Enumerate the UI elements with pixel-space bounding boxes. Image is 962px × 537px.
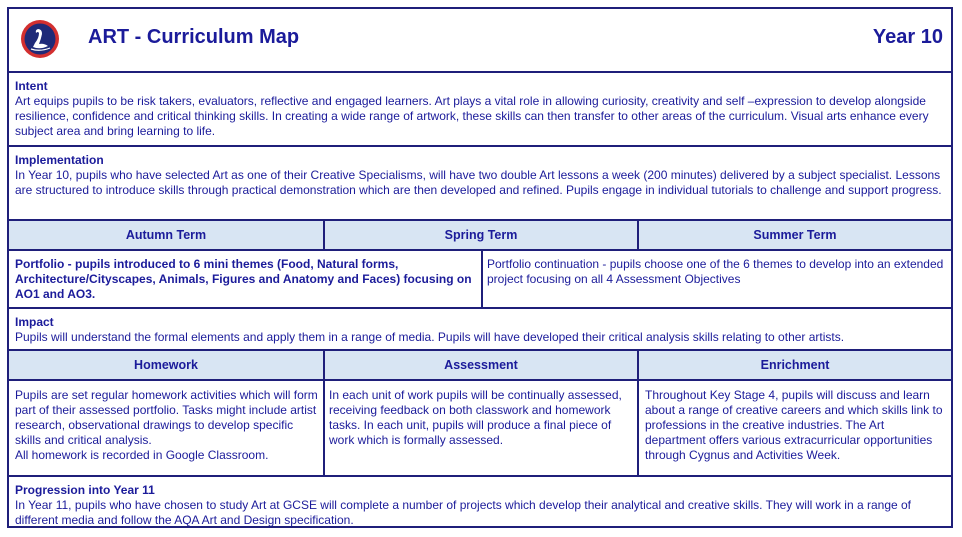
terms-header-band bbox=[9, 221, 951, 249]
impact-heading: Impact bbox=[15, 315, 54, 329]
impact-text: Pupils will understand the formal elements and apply them in a range of media. Pupils will have developed their critical analysis skills relating to other artists. bbox=[15, 330, 845, 344]
homework-text-2: All homework is recorded in Google Classroom. bbox=[15, 448, 269, 462]
homework-header: Homework bbox=[134, 358, 198, 372]
year-label: Year 10 bbox=[872, 26, 943, 48]
progression-text: In Year 11, pupils who have chosen to study Art at GCSE will complete a number of projects which develop their analytical and creative skills. They will work in a range of different media and follow the AQA Art and Design specification. bbox=[15, 498, 912, 527]
progression-section bbox=[9, 477, 951, 527]
curriculum-map bbox=[7, 7, 953, 528]
summer-term-header: Summer Term bbox=[753, 228, 837, 242]
autumn-term-content: Portfolio - pupils introduced to 6 mini themes (Food, Natural forms, Architecture/Cityscapes, Animals, Figures and Anatomy and Faces) focusing on AO1 and AO3. bbox=[15, 257, 472, 301]
enrichment-content: Throughout Key Stage 4, pupils will discuss and learn about a range of creative careers and which skills link to professions in the creative industries. The Art department offers various extracurricular opportunities through Cygnus and Activities Week. bbox=[645, 388, 943, 462]
implementation-section bbox=[9, 147, 951, 219]
implementation-text: In Year 10, pupils who have selected Art as one of their Creative Specialisms, will have two double Art lessons a week (200 minutes) delivered by a subject specialist. Lessons are structured to introduce skills through practical demonstration which are then developed and refined. Pupils engage in individual tutorials to challenge and support progress. bbox=[15, 168, 942, 197]
assessment-content: In each unit of work pupils will be continually assessed, receiving feedback on both classwork and homework tasks. In each unit, pupils will produce a final piece of work which is formally assessed. bbox=[329, 388, 622, 447]
intent-heading: Intent bbox=[15, 79, 48, 93]
extras-header-band bbox=[9, 351, 951, 379]
page-title: ART - Curriculum Map bbox=[88, 26, 300, 48]
impact-section bbox=[9, 309, 951, 349]
divider bbox=[323, 351, 325, 477]
implementation-heading: Implementation bbox=[15, 153, 104, 167]
divider bbox=[637, 351, 639, 477]
homework-content bbox=[15, 388, 319, 463]
assessment-header: Assessment bbox=[444, 358, 518, 372]
enrichment-header: Enrichment bbox=[760, 358, 830, 372]
divider bbox=[9, 249, 951, 251]
divider bbox=[323, 221, 325, 249]
progression-heading: Progression into Year 11 bbox=[15, 483, 155, 497]
spring-summer-term-content: Portfolio continuation - pupils choose one of the 6 themes to develop into an extended project focusing on all 4 Assessment Objectives bbox=[487, 257, 944, 286]
divider bbox=[9, 379, 951, 381]
intent-text: Art equips pupils to be risk takers, evaluators, reflective and engaged learners. Art plays a vital role in allowing curiosity, creativity and self –expression to develop alongside resilience, confidence and critical thinking skills. In creating a wide range of artwork, these skills can then transfer to other areas of the curriculum. Visual arts enhance every subject area and bring learning to life. bbox=[15, 94, 929, 138]
header bbox=[9, 9, 951, 71]
spring-term-header: Spring Term bbox=[444, 228, 518, 242]
divider bbox=[481, 249, 483, 307]
homework-text: Pupils are set regular homework activities which will form part of their assessed portfolio. Tasks might include artist research, observational drawings to develop specific skills and critical analysis. bbox=[15, 388, 318, 447]
divider bbox=[637, 221, 639, 249]
autumn-term-header: Autumn Term bbox=[125, 228, 207, 242]
intent-section bbox=[9, 73, 951, 145]
swan-crest-icon bbox=[20, 19, 60, 59]
